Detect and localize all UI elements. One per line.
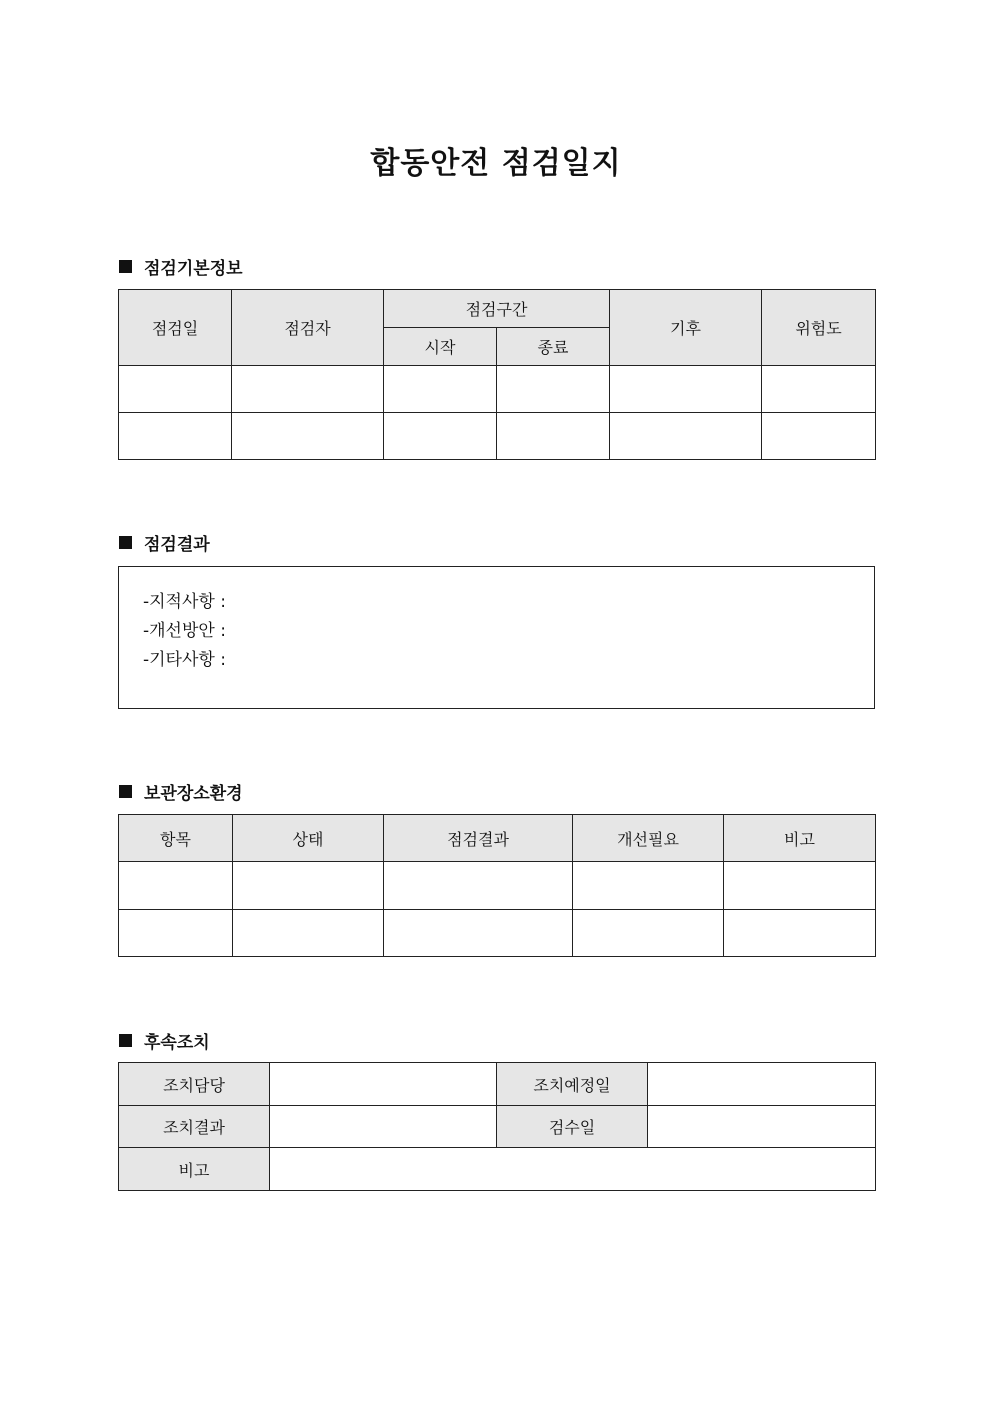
label-result: 조치결과 <box>119 1106 270 1148</box>
section-heading-results <box>119 530 210 555</box>
input-cell[interactable] <box>384 910 573 957</box>
header-inspector: 점검자 <box>232 290 384 366</box>
input-cell-planned-date[interactable] <box>648 1063 876 1106</box>
input-cell[interactable] <box>497 413 610 460</box>
input-cell[interactable] <box>119 910 233 957</box>
input-cell[interactable] <box>573 862 724 910</box>
section-title: 점검결과 <box>144 535 210 555</box>
header-item: 항목 <box>119 815 233 862</box>
result-line-issues: -지적사항 : <box>143 592 226 612</box>
input-cell-review-date[interactable] <box>648 1106 876 1148</box>
header-start: 시작 <box>384 328 497 366</box>
square-bullet-icon <box>119 260 132 273</box>
square-bullet-icon <box>119 1034 132 1047</box>
section-title: 후속조치 <box>144 1033 210 1053</box>
section-heading-storage <box>119 779 243 804</box>
input-cell[interactable] <box>497 366 610 413</box>
square-bullet-icon <box>119 785 132 798</box>
storage-table <box>118 814 876 957</box>
input-cell[interactable] <box>232 413 384 460</box>
label-note: 비고 <box>119 1148 270 1191</box>
section-heading-basic-info <box>119 254 243 279</box>
input-cell[interactable] <box>610 413 762 460</box>
input-cell[interactable] <box>233 862 384 910</box>
input-cell[interactable] <box>232 366 384 413</box>
followup-table <box>118 1062 876 1191</box>
header-status: 상태 <box>233 815 384 862</box>
input-cell[interactable] <box>762 366 876 413</box>
input-cell-result[interactable] <box>270 1106 497 1148</box>
header-date: 점검일 <box>119 290 232 366</box>
section-title: 점검기본정보 <box>144 259 243 279</box>
header-result: 점검결과 <box>384 815 573 862</box>
header-risk: 위험도 <box>762 290 876 366</box>
table-row <box>119 413 876 460</box>
label-manager: 조치담당 <box>119 1063 270 1106</box>
result-line-improvements: -개선방안 : <box>143 621 226 641</box>
header-weather: 기후 <box>610 290 762 366</box>
input-cell[interactable] <box>610 366 762 413</box>
input-cell[interactable] <box>233 910 384 957</box>
table-row <box>119 910 876 957</box>
section-heading-followup <box>119 1028 210 1053</box>
header-note: 비고 <box>724 815 876 862</box>
table-row <box>119 366 876 413</box>
header-range: 점검구간 <box>384 290 610 328</box>
label-review-date: 검수일 <box>497 1106 648 1148</box>
label-planned-date: 조치예정일 <box>497 1063 648 1106</box>
input-cell[interactable] <box>724 910 876 957</box>
input-cell[interactable] <box>384 366 497 413</box>
input-cell[interactable] <box>762 413 876 460</box>
result-line-other: -기타사항 : <box>143 650 226 670</box>
input-cell[interactable] <box>573 910 724 957</box>
table-row <box>119 862 876 910</box>
page-title: 합동안전 점검일지 <box>370 146 622 181</box>
header-improvement: 개선필요 <box>573 815 724 862</box>
results-box[interactable] <box>118 566 875 709</box>
input-cell[interactable] <box>384 862 573 910</box>
input-cell[interactable] <box>384 413 497 460</box>
input-cell[interactable] <box>724 862 876 910</box>
section-title: 보관장소환경 <box>144 784 243 804</box>
input-cell[interactable] <box>119 862 233 910</box>
header-end: 종료 <box>497 328 610 366</box>
input-cell[interactable] <box>119 366 232 413</box>
input-cell-note[interactable] <box>270 1148 876 1191</box>
input-cell-manager[interactable] <box>270 1063 497 1106</box>
square-bullet-icon <box>119 536 132 549</box>
basic-info-table <box>118 289 876 460</box>
input-cell[interactable] <box>119 413 232 460</box>
